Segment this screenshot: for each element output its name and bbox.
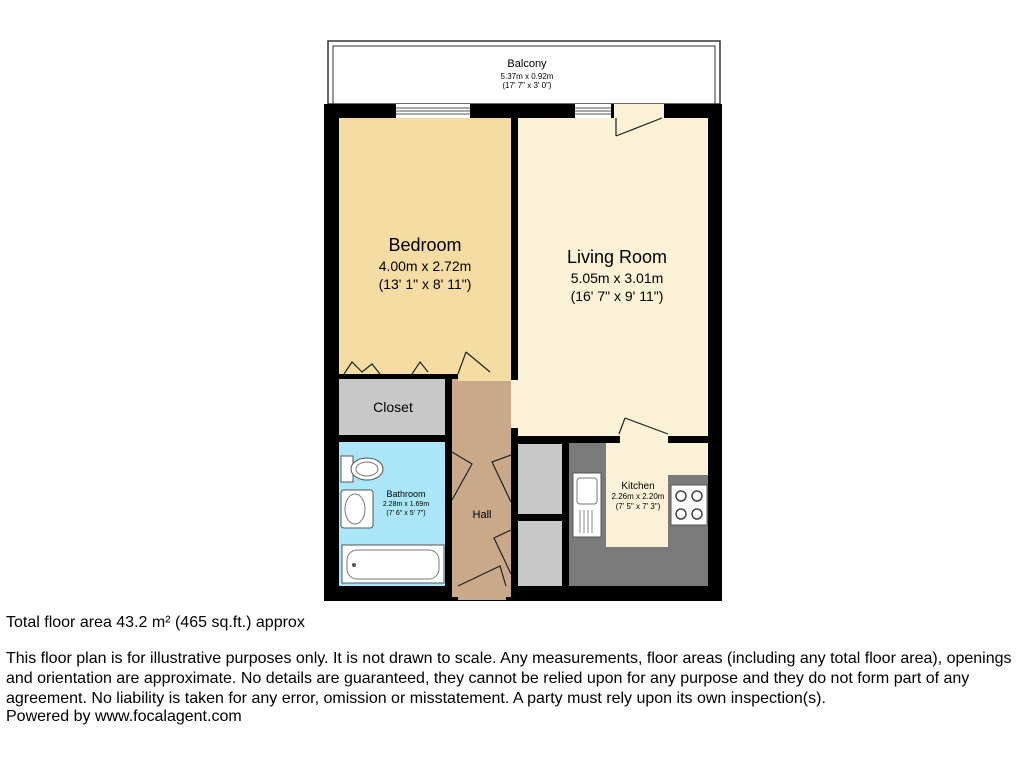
bathroom-dimensions-metric: 2.28m x 1.69m	[382, 501, 430, 508]
bedroom-dimensions-metric: 4.00m x 2.72m	[378, 258, 472, 274]
bedroom-door-opening	[458, 372, 511, 381]
powered-by-text: Powered by www.focalagent.com	[6, 708, 242, 725]
bathtub	[342, 545, 444, 583]
hall-name: Hall	[472, 509, 492, 521]
kitchen-side-floor	[668, 443, 708, 475]
balcony-door-opening	[614, 104, 664, 118]
living-room-window	[575, 104, 611, 118]
basin	[341, 490, 373, 528]
total-floor-area: Total floor area 43.2 m² (465 sq.ft.) approx	[6, 614, 305, 631]
bathroom-name: Bathroom	[386, 489, 426, 499]
living-room-name: Living Room	[566, 247, 668, 267]
bedroom-name: Bedroom	[388, 235, 462, 255]
kitchen-dimensions-imperial: (7' 5" x 7' 3")	[615, 502, 661, 511]
entrance-opening	[458, 586, 506, 600]
closet-name: Closet	[373, 399, 413, 415]
kitchen-dimensions-metric: 2.26m x 2.20m	[611, 492, 665, 501]
bedroom-window	[396, 104, 470, 118]
balcony	[328, 41, 720, 104]
storage-lower	[518, 521, 562, 586]
bedroom-dimensions-imperial: (13' 1" x 8' 11")	[378, 276, 472, 292]
bathroom-dimensions-imperial: (7' 6" x 5' 7")	[386, 510, 426, 517]
kitchen-name: Kitchen	[621, 481, 655, 492]
balcony-name: Balcony	[507, 58, 547, 70]
balcony-dimensions-metric: 5.37m x 0.92m	[500, 72, 554, 81]
living-room-dimensions-imperial: (16' 7" x 9' 11")	[570, 288, 664, 304]
kitchen-opening	[620, 434, 668, 444]
balcony-dimensions-imperial: (17' 7" x 3' 0")	[502, 81, 552, 90]
living-room-dimensions-metric: 5.05m x 3.01m	[570, 270, 664, 286]
hall-floor	[452, 379, 511, 597]
hob	[671, 485, 707, 525]
disclaimer-text: This floor plan is for illustrative purposes only. It is not drawn to scale. Any measurements, floor areas (including any total floor area), openings and orientation are approximate. No details are guaranteed, they cannot be relied upon for any purpose and they do not form part of any agreement. No liability is taken for any error, omission or misstatement. A party must rely upon its own inspection(s).	[6, 650, 1012, 707]
kitchen-sink	[573, 473, 601, 537]
living-door-opening	[511, 380, 518, 428]
storage-upper	[518, 444, 562, 514]
toilet	[341, 456, 383, 482]
